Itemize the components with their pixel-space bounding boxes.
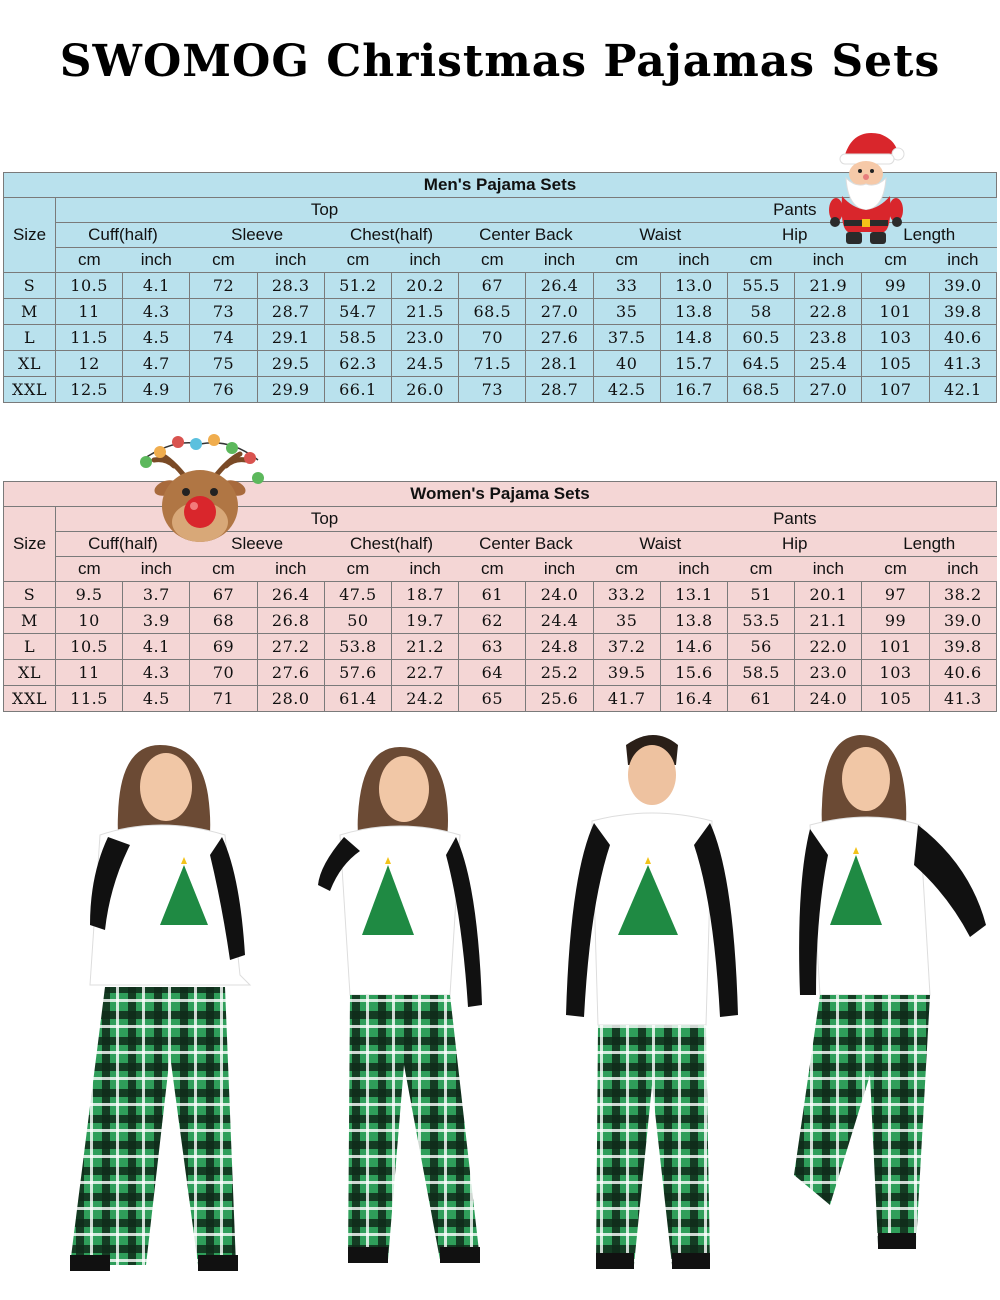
value-cell: 71.5: [459, 351, 526, 377]
value-cell: 15.7: [660, 351, 727, 377]
value-cell: 103: [862, 660, 929, 686]
measure-header: Hip: [728, 223, 862, 248]
value-cell: 62.3: [324, 351, 391, 377]
value-cell: 105: [862, 686, 929, 712]
size-cell: M: [4, 299, 56, 325]
value-cell: 25.6: [526, 686, 593, 712]
value-cell: 40: [593, 351, 660, 377]
value-cell: 39.0: [929, 273, 996, 299]
value-cell: 23.0: [795, 660, 862, 686]
value-cell: 4.1: [123, 273, 190, 299]
unit-header: inch: [257, 557, 324, 582]
value-cell: 63: [459, 634, 526, 660]
value-cell: 42.1: [929, 377, 996, 403]
value-cell: 4.3: [123, 299, 190, 325]
measure-header: Waist: [593, 532, 727, 557]
value-cell: 35: [593, 608, 660, 634]
unit-header: cm: [593, 557, 660, 582]
measure-header: Sleeve: [190, 532, 324, 557]
value-cell: 64: [459, 660, 526, 686]
value-cell: 3.9: [123, 608, 190, 634]
size-cell: L: [4, 634, 56, 660]
unit-header: inch: [257, 248, 324, 273]
value-cell: 28.3: [257, 273, 324, 299]
value-cell: 99: [862, 608, 929, 634]
value-cell: 33: [593, 273, 660, 299]
value-cell: 29.1: [257, 325, 324, 351]
value-cell: 39.8: [929, 299, 996, 325]
unit-header: cm: [56, 248, 123, 273]
value-cell: 103: [862, 325, 929, 351]
value-cell: 25.4: [795, 351, 862, 377]
value-cell: 39.8: [929, 634, 996, 660]
size-cell: XL: [4, 660, 56, 686]
unit-header: cm: [728, 557, 795, 582]
unit-header: cm: [190, 248, 257, 273]
value-cell: 13.8: [660, 608, 727, 634]
measure-header: Length: [862, 223, 997, 248]
value-cell: 16.7: [660, 377, 727, 403]
unit-header: cm: [459, 557, 526, 582]
size-cell: XL: [4, 351, 56, 377]
value-cell: 73: [190, 299, 257, 325]
value-cell: 13.0: [660, 273, 727, 299]
unit-header: cm: [324, 248, 391, 273]
value-cell: 27.6: [257, 660, 324, 686]
unit-header: inch: [929, 557, 996, 582]
pants-group-header: Pants: [593, 198, 996, 223]
value-cell: 21.9: [795, 273, 862, 299]
unit-header: cm: [593, 248, 660, 273]
model-photo-2: [300, 725, 500, 1300]
value-cell: 68: [190, 608, 257, 634]
unit-header: inch: [123, 557, 190, 582]
value-cell: 56: [728, 634, 795, 660]
value-cell: 29.5: [257, 351, 324, 377]
value-cell: 13.8: [660, 299, 727, 325]
value-cell: 60.5: [728, 325, 795, 351]
value-cell: 28.7: [257, 299, 324, 325]
measure-header: Cuff(half): [56, 532, 190, 557]
value-cell: 20.1: [795, 582, 862, 608]
size-cell: XXL: [4, 686, 56, 712]
table-row: [4, 351, 997, 377]
women-table-body: [4, 582, 997, 712]
value-cell: 71: [190, 686, 257, 712]
value-cell: 40.6: [929, 660, 996, 686]
value-cell: 35: [593, 299, 660, 325]
value-cell: 57.6: [324, 660, 391, 686]
value-cell: 68.5: [459, 299, 526, 325]
size-cell: S: [4, 582, 56, 608]
value-cell: 27.0: [526, 299, 593, 325]
value-cell: 53.8: [324, 634, 391, 660]
model-photo-3: [560, 725, 750, 1300]
value-cell: 26.0: [392, 377, 459, 403]
value-cell: 76: [190, 377, 257, 403]
value-cell: 69: [190, 634, 257, 660]
table-row: [4, 377, 997, 403]
model-photo-1: [50, 725, 280, 1300]
table-row: [4, 634, 997, 660]
value-cell: 39.0: [929, 608, 996, 634]
value-cell: 21.5: [392, 299, 459, 325]
top-group-header: Top: [56, 507, 594, 532]
value-cell: 58.5: [728, 660, 795, 686]
value-cell: 28.1: [526, 351, 593, 377]
value-cell: 70: [190, 660, 257, 686]
value-cell: 41.3: [929, 686, 996, 712]
men-table-body: [4, 273, 997, 403]
value-cell: 24.5: [392, 351, 459, 377]
value-cell: 66.1: [324, 377, 391, 403]
table-row: [4, 299, 997, 325]
value-cell: 14.8: [660, 325, 727, 351]
unit-header: inch: [526, 557, 593, 582]
value-cell: 26.4: [526, 273, 593, 299]
measure-header: Hip: [728, 532, 862, 557]
unit-header: cm: [324, 557, 391, 582]
value-cell: 19.7: [392, 608, 459, 634]
size-cell: XXL: [4, 377, 56, 403]
value-cell: 61.4: [324, 686, 391, 712]
unit-header: inch: [660, 248, 727, 273]
value-cell: 64.5: [728, 351, 795, 377]
value-cell: 24.0: [795, 686, 862, 712]
reindeer-icon: [134, 430, 266, 548]
value-cell: 9.5: [56, 582, 123, 608]
value-cell: 41.3: [929, 351, 996, 377]
value-cell: 13.1: [660, 582, 727, 608]
value-cell: 4.9: [123, 377, 190, 403]
value-cell: 27.6: [526, 325, 593, 351]
unit-header: inch: [660, 557, 727, 582]
value-cell: 27.0: [795, 377, 862, 403]
value-cell: 40.6: [929, 325, 996, 351]
size-header: Size: [4, 198, 56, 273]
value-cell: 21.1: [795, 608, 862, 634]
measure-header: Chest(half): [324, 532, 458, 557]
value-cell: 67: [190, 582, 257, 608]
measure-header: Sleeve: [190, 223, 324, 248]
value-cell: 51: [728, 582, 795, 608]
table-row: [4, 608, 997, 634]
unit-header: cm: [862, 248, 929, 273]
table-row: [4, 325, 997, 351]
unit-header: inch: [392, 557, 459, 582]
value-cell: 22.8: [795, 299, 862, 325]
value-cell: 101: [862, 299, 929, 325]
value-cell: 58: [728, 299, 795, 325]
table-row: [4, 582, 997, 608]
value-cell: 68.5: [728, 377, 795, 403]
value-cell: 47.5: [324, 582, 391, 608]
value-cell: 38.2: [929, 582, 996, 608]
value-cell: 20.2: [392, 273, 459, 299]
value-cell: 25.2: [526, 660, 593, 686]
size-cell: S: [4, 273, 56, 299]
unit-header: cm: [190, 557, 257, 582]
value-cell: 4.5: [123, 325, 190, 351]
value-cell: 53.5: [728, 608, 795, 634]
measure-header: Center Back: [459, 223, 593, 248]
value-cell: 61: [728, 686, 795, 712]
unit-header: inch: [929, 248, 996, 273]
value-cell: 3.7: [123, 582, 190, 608]
value-cell: 41.7: [593, 686, 660, 712]
unit-header: cm: [56, 557, 123, 582]
value-cell: 50: [324, 608, 391, 634]
table-row: [4, 686, 997, 712]
value-cell: 21.2: [392, 634, 459, 660]
value-cell: 24.0: [526, 582, 593, 608]
women-table-title: Women's Pajama Sets: [4, 482, 997, 507]
unit-header: inch: [526, 248, 593, 273]
value-cell: 99: [862, 273, 929, 299]
value-cell: 18.7: [392, 582, 459, 608]
value-cell: 58.5: [324, 325, 391, 351]
value-cell: 24.2: [392, 686, 459, 712]
value-cell: 10.5: [56, 634, 123, 660]
value-cell: 70: [459, 325, 526, 351]
value-cell: 4.7: [123, 351, 190, 377]
value-cell: 28.0: [257, 686, 324, 712]
unit-header: inch: [123, 248, 190, 273]
unit-header: cm: [459, 248, 526, 273]
value-cell: 4.3: [123, 660, 190, 686]
size-header: Size: [4, 507, 56, 582]
value-cell: 26.4: [257, 582, 324, 608]
value-cell: 27.2: [257, 634, 324, 660]
value-cell: 37.2: [593, 634, 660, 660]
value-cell: 74: [190, 325, 257, 351]
value-cell: 16.4: [660, 686, 727, 712]
value-cell: 4.5: [123, 686, 190, 712]
value-cell: 22.7: [392, 660, 459, 686]
value-cell: 42.5: [593, 377, 660, 403]
value-cell: 107: [862, 377, 929, 403]
value-cell: 15.6: [660, 660, 727, 686]
value-cell: 37.5: [593, 325, 660, 351]
model-photos: [0, 725, 1000, 1300]
value-cell: 62: [459, 608, 526, 634]
page-title: SWOMOG Christmas Pajamas Sets: [59, 36, 941, 87]
value-cell: 105: [862, 351, 929, 377]
table-row: [4, 273, 997, 299]
measure-header: Cuff(half): [56, 223, 190, 248]
value-cell: 39.5: [593, 660, 660, 686]
table-row: [4, 660, 997, 686]
value-cell: 29.9: [257, 377, 324, 403]
top-group-header: Top: [56, 198, 594, 223]
value-cell: 67: [459, 273, 526, 299]
size-cell: L: [4, 325, 56, 351]
value-cell: 101: [862, 634, 929, 660]
measure-header: Chest(half): [324, 223, 458, 248]
measure-header: Waist: [593, 223, 727, 248]
value-cell: 75: [190, 351, 257, 377]
unit-header: inch: [392, 248, 459, 273]
value-cell: 65: [459, 686, 526, 712]
value-cell: 11.5: [56, 686, 123, 712]
measure-header: Center Back: [459, 532, 593, 557]
value-cell: 73: [459, 377, 526, 403]
value-cell: 28.7: [526, 377, 593, 403]
value-cell: 11: [56, 299, 123, 325]
value-cell: 12.5: [56, 377, 123, 403]
value-cell: 51.2: [324, 273, 391, 299]
value-cell: 11.5: [56, 325, 123, 351]
unit-header: inch: [795, 248, 862, 273]
value-cell: 55.5: [728, 273, 795, 299]
measure-header: Length: [862, 532, 997, 557]
value-cell: 24.4: [526, 608, 593, 634]
value-cell: 97: [862, 582, 929, 608]
value-cell: 72: [190, 273, 257, 299]
santa-claus-icon: [822, 124, 910, 248]
value-cell: 10: [56, 608, 123, 634]
value-cell: 54.7: [324, 299, 391, 325]
value-cell: 23.8: [795, 325, 862, 351]
value-cell: 12: [56, 351, 123, 377]
value-cell: 24.8: [526, 634, 593, 660]
model-photo-4: [770, 725, 990, 1300]
value-cell: 22.0: [795, 634, 862, 660]
value-cell: 4.1: [123, 634, 190, 660]
value-cell: 61: [459, 582, 526, 608]
unit-header: cm: [862, 557, 929, 582]
value-cell: 33.2: [593, 582, 660, 608]
value-cell: 10.5: [56, 273, 123, 299]
value-cell: 14.6: [660, 634, 727, 660]
value-cell: 26.8: [257, 608, 324, 634]
pants-group-header: Pants: [593, 507, 996, 532]
value-cell: 23.0: [392, 325, 459, 351]
men-table-title: Men's Pajama Sets: [4, 173, 997, 198]
unit-header: inch: [795, 557, 862, 582]
size-cell: M: [4, 608, 56, 634]
unit-header: cm: [728, 248, 795, 273]
value-cell: 11: [56, 660, 123, 686]
